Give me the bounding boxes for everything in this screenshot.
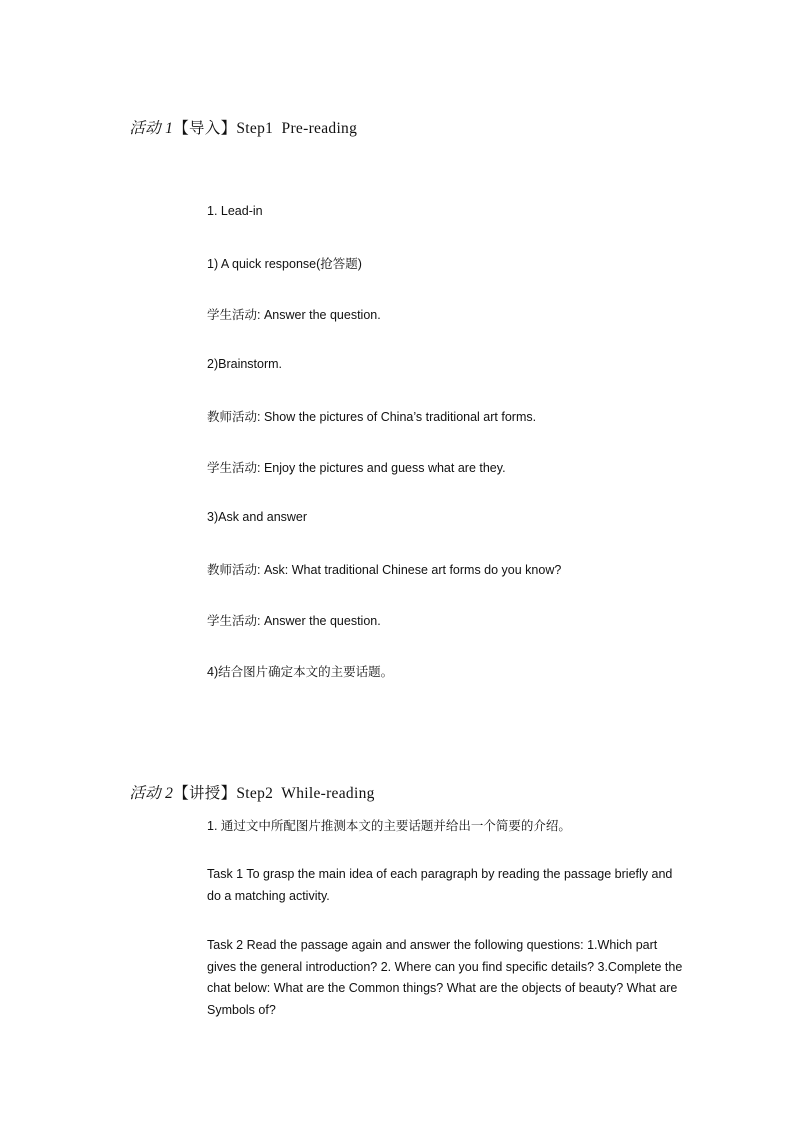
role: 教师活动 <box>207 562 258 577</box>
line-5 <box>207 407 536 425</box>
line-2 <box>207 254 362 272</box>
text: 1. Lead-in <box>207 204 263 218</box>
line-4 <box>207 356 282 371</box>
step-title: 【导入】Step1 Pre-reading <box>173 120 358 137</box>
line-3 <box>207 305 381 323</box>
line-7 <box>207 509 307 524</box>
line-10 <box>207 662 393 680</box>
step-title: 【讲授】Step2 While-reading <box>173 785 375 802</box>
text: 3)Ask and answer <box>207 510 308 524</box>
while-reading-item-1: 1. 通过文中所配图片推测本文的主要话题并给出一个简要的介绍。 <box>207 819 571 833</box>
text: 1) A quick response(抢答题) <box>207 257 362 271</box>
task-1: Task 1 To grasp the main idea of each paragraph by reading the passage briefly and do a matching activity. <box>207 867 673 903</box>
role: 教师活动 <box>207 409 258 424</box>
text: 2)Brainstorm. <box>207 357 283 371</box>
text: : Ask: What traditional Chinese art forms do you know? <box>257 563 562 577</box>
text: : Show the pictures of China’s traditional art forms. <box>257 410 537 424</box>
line-1 <box>207 203 263 218</box>
activity-label: 活动 2 <box>129 785 174 802</box>
role: 学生活动 <box>207 613 258 628</box>
line-9 <box>207 611 381 629</box>
role: 学生活动 <box>207 460 258 475</box>
role: 学生活动 <box>207 307 258 322</box>
text: : Enjoy the pictures and guess what are they. <box>257 461 506 475</box>
section-1-heading <box>121 98 357 138</box>
text: : Answer the question. <box>257 308 381 322</box>
text: : Answer the question. <box>257 614 381 628</box>
activity-label: 活动 1 <box>129 120 174 137</box>
line-8 <box>207 560 561 578</box>
task-2: Task 2 Read the passage again and answer the following questions: 1.Which part gives the general introduction? 2. Where can you find specific details? 3.Complete the chat below: What are the Common things? What are the objects of beauty? What are Symbols of? <box>207 938 683 1017</box>
text: 4)结合图片确定本文的主要话题。 <box>207 665 394 679</box>
section-2-heading <box>121 763 375 803</box>
line-6 <box>207 458 506 476</box>
